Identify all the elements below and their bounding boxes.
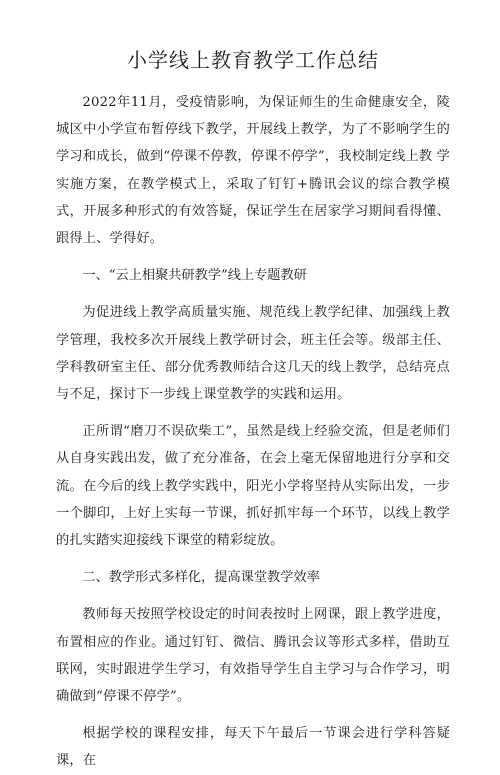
document-title: 小学线上教育教学工作总结 [127, 48, 379, 72]
paragraph-section1-b: 正所谓“磨刀不误砍柴工”，虽然是线上经验交流，但是老师们 从自身实践出发，做了充分准备，在会上毫无保留地进行分享和交 流。在今后的线上教学实践中，阳光小学将坚持从实际出发，一步 一个脚印，上好上实每一节课，抓好抓牢每一个环节，以线上教学 的扎实踏实迎接线下课堂的精彩绽放。 [56, 424, 450, 549]
paragraph-gap [56, 252, 450, 262]
paragraph-section2-b: 根据学校的课程安排，每天下午最后一节课会进行学科答疑 课，在 [56, 726, 450, 769]
section-heading-1: 一、“云上相聚共研教学”线上专题教研 [82, 268, 307, 284]
paragraph-section1-a: 为促进线上教学高质量实施、规范线上教学纪律、加强线上教 学管理，我校多次开展线上教学研讨会，班主任会等。级部主任、 学科教研室主任、部分优秀教师结合这几天的线上教学，总结亮点 与不足，探讨下一步线上课堂教学的实践和运用。 [56, 305, 450, 403]
paragraph-gap [56, 408, 450, 418]
paragraph-intro: 2022年11月，受疫情影响，为保证师生的生命健康安全，陵 城区中小学宣布暂停线下教学，开展线上教学，为了不影响学生的 学习和成长，做到“停课不停教，停课不停学”，我校制定线上教 学实施方案，在教学模式上，采取了钉钉+腾讯会议的综合教学模 式，开展多种形式的有效答疑，保证学生在居家学习期间看得懂、 跟得上、学得好。 [56, 95, 450, 247]
section-heading-2: 二、教学形式多样化，提高课堂教学效率 [82, 570, 320, 586]
paragraph-gap [56, 591, 450, 601]
paragraph-gap [56, 289, 450, 299]
paragraph-section2-a: 教师每天按照学校设定的时间表按时上网课，跟上教学进度， 布置相应的作业。通过钉钉、微信、腾讯会议等形式多样，借助互 联网，实时跟进学生学习，有效指导学生自主学习与合作学习，明 确做到“停课不停学”。 [56, 607, 450, 705]
paragraph-gap [56, 554, 450, 564]
paragraph-gap [56, 710, 450, 720]
